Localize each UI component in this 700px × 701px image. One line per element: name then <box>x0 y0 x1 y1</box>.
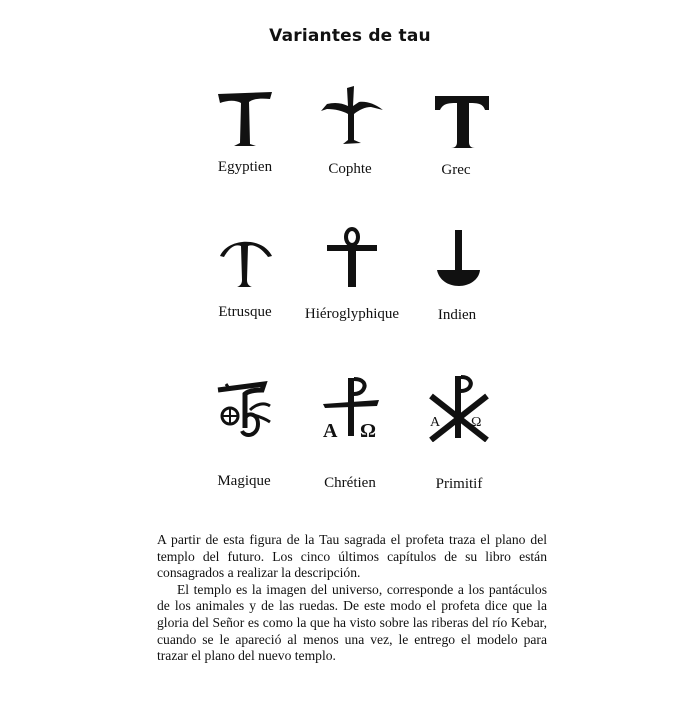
ankh-icon <box>297 226 407 296</box>
omega-glyph: Ω <box>360 420 377 442</box>
etruscan-tau-icon <box>190 226 300 296</box>
greek-tau-icon <box>403 88 513 158</box>
symbol-label: Egyptien <box>217 159 273 175</box>
symbol-label: Chrétien <box>324 475 376 491</box>
chi-rho-alpha-omega-icon <box>297 374 407 444</box>
primitive-chi-rho-icon <box>403 372 513 442</box>
alpha-glyph: A <box>430 415 441 430</box>
paragraph: El templo es la imagen del universo, corresponde a los pantáculos de los animales y de las ruedas. De este modo el profeta dice que la gloria del Señor es como la que ha visto sobre las riberas del río Kebar, cuando se le apareció al menos una vez, le entrego el modelo para trazar el plano del nuevo templo. <box>157 581 547 664</box>
indian-tau-icon <box>403 226 513 296</box>
coptic-tau-icon <box>297 84 407 154</box>
alpha-glyph: A <box>323 420 338 442</box>
symbol-label: Indien <box>437 307 477 323</box>
paragraph: A partir de esta figura de la Tau sagrada el profeta traza el plano del templo del futuro. Los cinco últimos capítulos de su libro están consagrados a realizar la descripción. <box>157 532 547 581</box>
symbol-label: Hiéroglyphique <box>304 306 400 322</box>
magic-tau-icon <box>190 376 300 446</box>
symbol-label: Etrusque <box>218 304 272 320</box>
symbol-label: Cophte <box>328 161 372 177</box>
page-title: Variantes de tau <box>269 26 431 46</box>
egyptian-tau-icon <box>190 86 300 156</box>
symbol-label: Grec <box>441 162 471 178</box>
body-text <box>157 532 547 665</box>
omega-glyph: Ω <box>471 415 482 430</box>
symbol-label: Primitif <box>435 476 483 492</box>
symbol-label: Magique <box>217 473 271 489</box>
